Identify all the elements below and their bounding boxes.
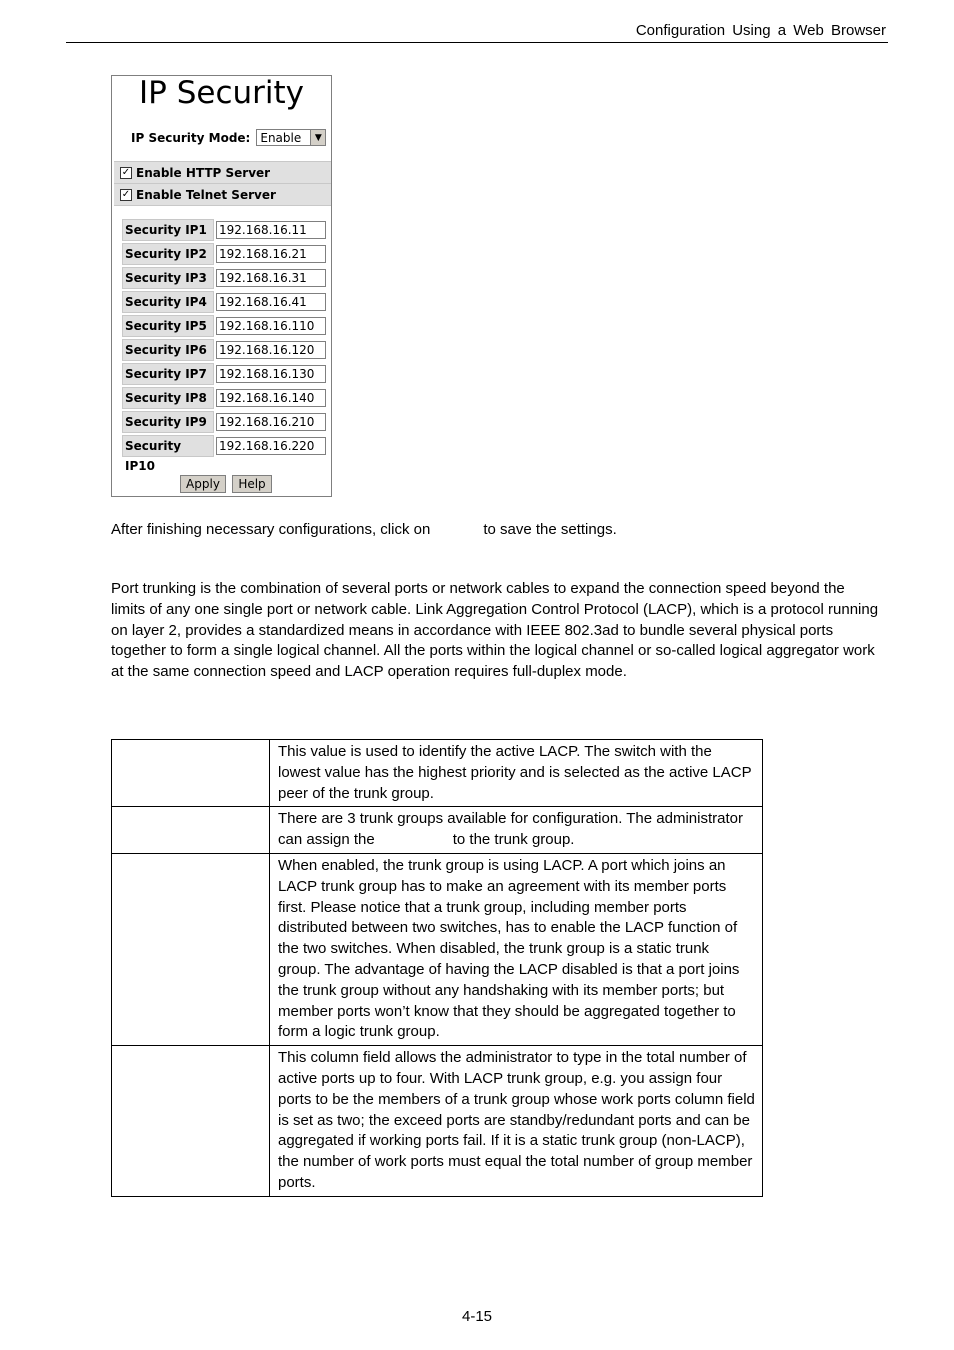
enable-telnet-server-row[interactable] xyxy=(114,183,331,206)
ip-security-mode-row xyxy=(131,129,326,146)
ip-security-panel xyxy=(111,75,332,497)
security-ip-row xyxy=(122,315,328,337)
security-ip-input[interactable]: 192.168.16.21 xyxy=(216,245,326,263)
enable-http-server-row[interactable] xyxy=(114,161,331,183)
security-ip-label: Security IP1 xyxy=(122,219,214,241)
security-ip-label: Security IP10 xyxy=(122,435,214,457)
security-ip-label: Security IP2 xyxy=(122,243,214,265)
table-row xyxy=(112,807,763,854)
ip-security-mode-label: IP Security Mode: xyxy=(131,130,251,145)
table-row xyxy=(112,740,763,807)
table-key-cell xyxy=(112,1046,270,1197)
page-number: 4-15 xyxy=(461,1308,493,1325)
security-ip-label: Security IP5 xyxy=(122,315,214,337)
security-ip-input[interactable]: 192.168.16.110 xyxy=(216,317,326,335)
security-ip-row xyxy=(122,363,328,385)
security-ip-label: Security IP6 xyxy=(122,339,214,361)
table-desc-cell: This value is used to identify the active LACP. The switch with the lowest value has the highest priority and is selected as the active LACP peer of the trunk group. xyxy=(270,740,763,807)
security-ip-row xyxy=(122,267,328,289)
security-ip-row xyxy=(122,387,328,409)
table-key-cell xyxy=(112,807,270,854)
security-ip-row xyxy=(122,219,328,241)
port-trunking-paragraph: Port trunking is the combination of several ports or network cables to expand the connection speed beyond the limits of any one single port or network cable. Link Aggregation Control Protocol (LACP), which is a protocol running on layer 2, provides a standardized means in accordance with IEEE 802.3ad to bundle several physical ports together to form a single logical channel. All the ports within the logical channel or so-called logical aggregator work at the same connection speed and LACP operation requires full-duplex mode. xyxy=(111,580,879,681)
table-key-cell xyxy=(112,740,270,807)
lacp-description-table xyxy=(111,739,763,1197)
table-desc-text-start: There are 3 trunk groups available for configuration. The administrator can assign the xyxy=(278,810,743,849)
security-ip-row xyxy=(122,243,328,265)
table-key-cell xyxy=(112,853,270,1045)
security-ip-input[interactable]: 192.168.16.120 xyxy=(216,341,326,359)
security-ip-label: Security IP3 xyxy=(122,267,214,289)
table-desc-cell: When enabled, the trunk group is using LACP. A port which joins an LACP trunk group has to make an agreement with its member ports first. Please notice that a trunk group, including member ports distributed between two switches, has to enable the LACP function of the two switches. When disabled, the trunk group is a static trunk group. The advantage of having the LACP disabled is that a port joins the trunk group without any handshaking with its member ports; but member ports won’t know that they should be aggregated together to form a logic trunk group. xyxy=(270,853,763,1045)
enable-http-server-checkbox[interactable]: ✓ xyxy=(121,166,131,178)
ip-security-mode-select[interactable] xyxy=(256,129,326,146)
security-ip-input[interactable]: 192.168.16.220 xyxy=(216,437,326,455)
table-row xyxy=(112,853,763,1045)
security-ip-row xyxy=(122,435,328,473)
security-ip-input[interactable]: 192.168.16.31 xyxy=(216,269,326,287)
table-desc-cell: This column field allows the administrator to type in the total number of active ports up to four. With LACP trunk group, e.g. you assign four ports to be the members of a trunk group whose work ports column field is set as two; the exceed ports are standby/redundant ports and can be aggregated if working ports fail. If it is a static trunk group (non-LACP), the number of work ports must equal the total number of group member ports. xyxy=(270,1046,763,1197)
enable-telnet-server-checkbox[interactable]: ✓ xyxy=(121,188,131,200)
security-ip-label: Security IP9 xyxy=(122,411,214,433)
security-ip-input[interactable]: 192.168.16.130 xyxy=(216,365,326,383)
table-desc-cell xyxy=(270,807,763,854)
security-ip-row xyxy=(122,291,328,313)
chevron-down-icon[interactable]: ▼ xyxy=(310,130,325,145)
ip-security-mode-value: Enable xyxy=(260,130,302,145)
after-config-text xyxy=(111,520,617,541)
panel-title: IP Security xyxy=(139,75,304,111)
security-ip-label: Security IP7 xyxy=(122,363,214,385)
security-ip-label: Security IP4 xyxy=(122,291,214,313)
security-ip-row xyxy=(122,411,328,433)
table-desc-text-end: to the trunk group. xyxy=(452,831,575,849)
security-ip-input[interactable]: 192.168.16.140 xyxy=(216,389,326,407)
after-config-text-start: After finishing necessary configurations, click on xyxy=(111,521,431,538)
apply-button[interactable]: Apply xyxy=(180,475,226,493)
after-config-text-end: to save the settings. xyxy=(483,521,617,538)
help-button[interactable]: Help xyxy=(232,475,272,493)
security-ip-label: Security IP8 xyxy=(122,387,214,409)
security-ip-input[interactable]: 192.168.16.41 xyxy=(216,293,326,311)
security-ip-input[interactable]: 192.168.16.11 xyxy=(216,221,326,239)
security-ip-input[interactable]: 192.168.16.210 xyxy=(216,413,326,431)
header-rule xyxy=(66,42,888,43)
enable-http-server-label: Enable HTTP Server xyxy=(136,165,271,180)
table-row xyxy=(112,1046,763,1197)
enable-telnet-server-label: Enable Telnet Server xyxy=(136,187,276,202)
security-ip-row xyxy=(122,339,328,361)
page-header-title: Configuration Using a Web Browser xyxy=(635,22,886,39)
